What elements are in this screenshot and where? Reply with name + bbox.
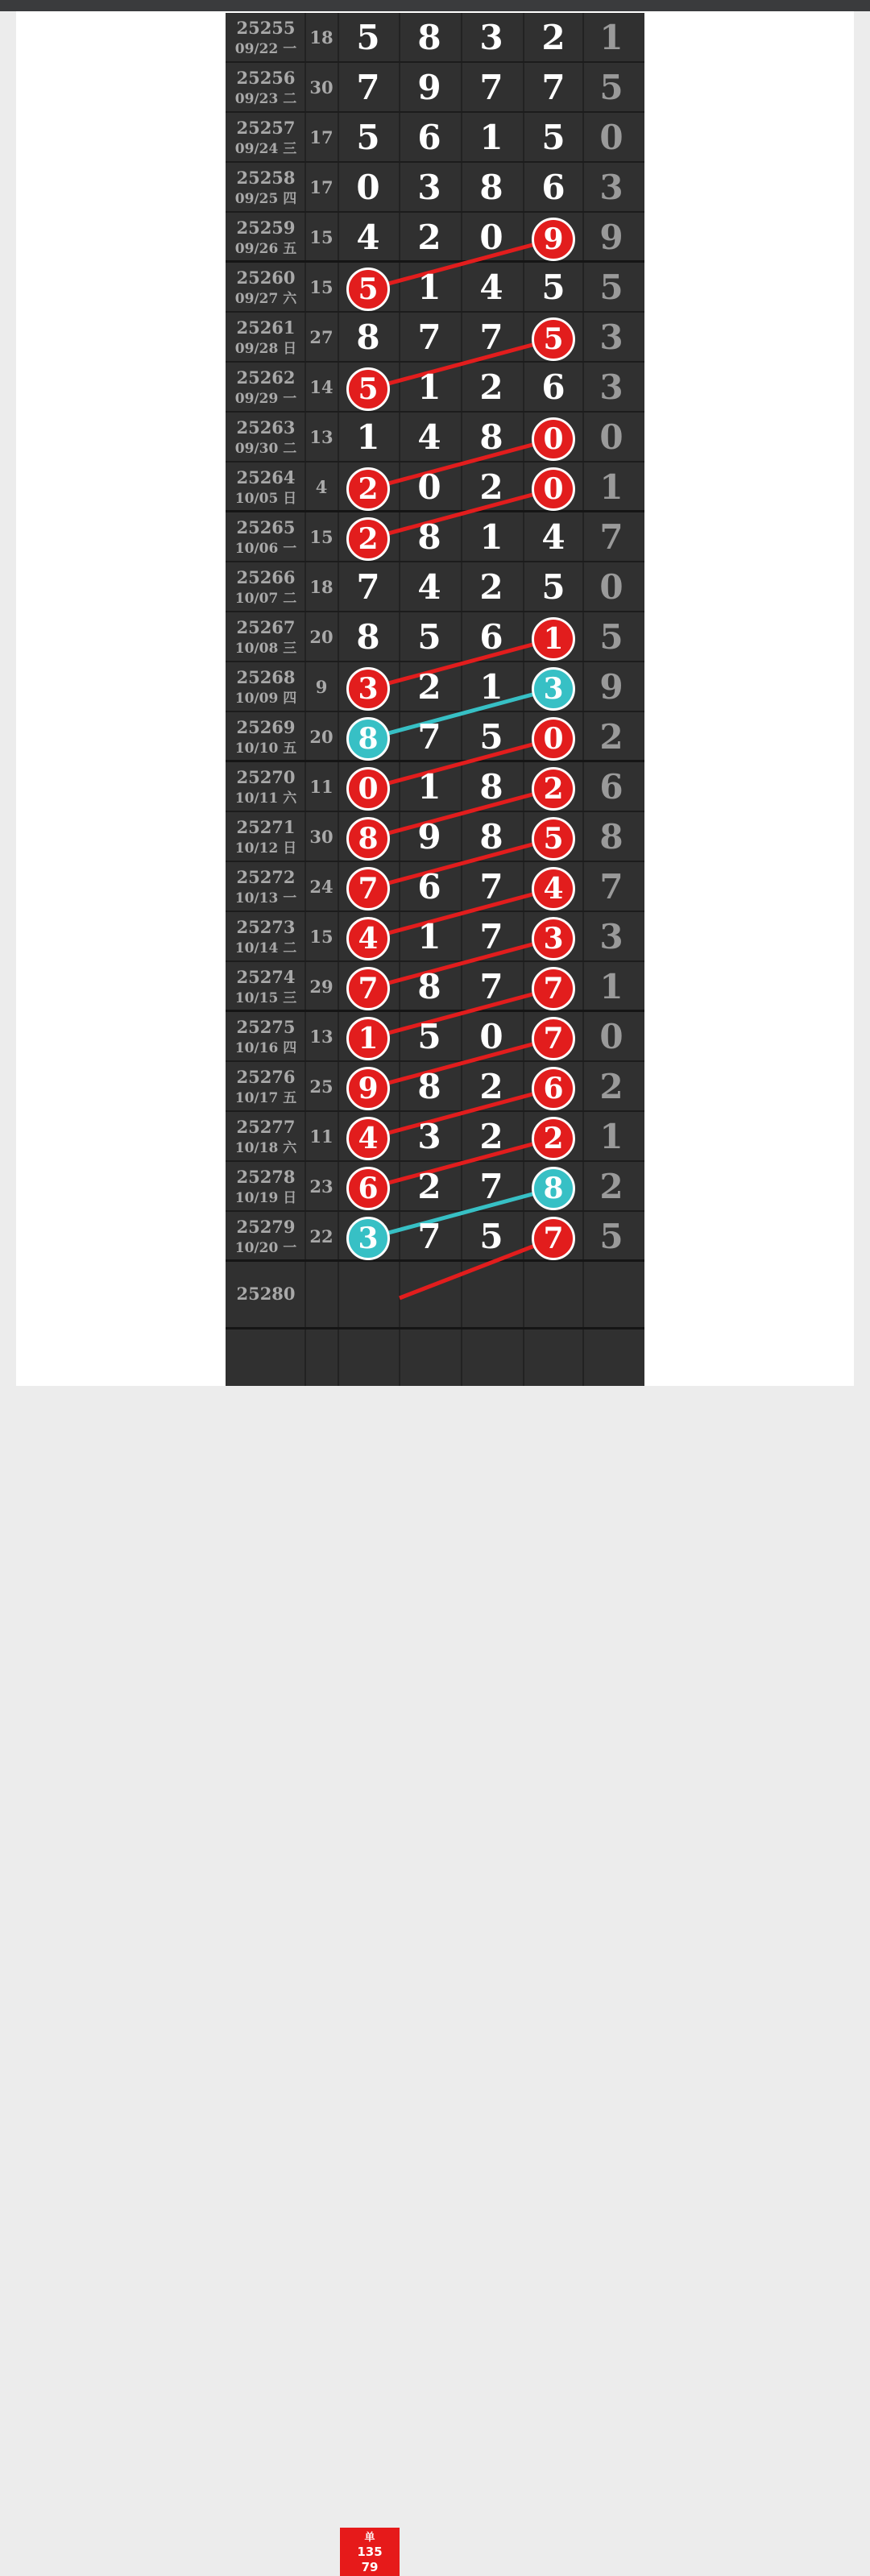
digit-sum: 11: [309, 777, 334, 797]
digit-position-4: 6: [541, 367, 566, 407]
highlighted-digit-red: 7: [532, 1217, 575, 1260]
digit-position-4: 2: [541, 18, 566, 57]
draw-date: 10/16 四: [234, 1040, 297, 1056]
prediction-parity: 单: [364, 2532, 375, 2544]
draw-date: 10/19 日: [234, 1190, 297, 1206]
highlighted-digit-red: 2: [532, 1117, 575, 1160]
digit-position-3: 6: [479, 617, 503, 657]
draw-date: 10/07 二: [234, 591, 297, 607]
digit-sum: 18: [309, 27, 334, 48]
digit-position-2: 1: [417, 268, 441, 307]
digit-position-5: 1: [599, 18, 624, 57]
highlighted-digit-cyan: 3: [346, 1217, 390, 1260]
digit-position-1: 5: [356, 18, 380, 57]
issue-number: 25278: [236, 1167, 296, 1187]
digit-position-3: 7: [479, 917, 503, 956]
digit-sum: 17: [309, 177, 334, 197]
digit-position-5: 0: [599, 1017, 624, 1056]
highlighted-digit-red: 7: [532, 1017, 575, 1060]
digit-position-5: 3: [599, 168, 624, 207]
highlighted-digit-cyan: 8: [346, 717, 390, 761]
digit-position-2: 2: [417, 218, 441, 257]
digit-position-1: 8: [356, 617, 380, 657]
digit-position-2: 6: [417, 118, 441, 157]
digit-sum: 17: [309, 127, 334, 147]
highlighted-digit-red: 9: [532, 218, 575, 261]
trend-link: [367, 989, 553, 1039]
trend-link: [367, 689, 553, 739]
digit-sum: 15: [309, 277, 334, 297]
trend-link: [367, 1039, 553, 1089]
issue-number: 25270: [236, 767, 296, 787]
digit-position-3: 7: [479, 68, 503, 107]
highlighted-digit-red: 1: [532, 617, 575, 661]
digit-sum: 30: [309, 77, 334, 97]
highlighted-digit-red: 2: [532, 767, 575, 811]
digit-position-2: 1: [417, 767, 441, 807]
digit-position-5: 3: [599, 317, 624, 357]
highlighted-digit-red: 4: [346, 917, 390, 960]
issue-number: 25269: [236, 717, 296, 737]
draw-date: 10/14 二: [234, 940, 297, 956]
digit-position-3: 2: [479, 467, 503, 507]
draw-date: 10/05 日: [234, 491, 297, 507]
digit-position-2: 0: [417, 467, 441, 507]
digit-sum: 18: [309, 577, 334, 597]
draw-date: 10/11 六: [234, 790, 297, 807]
digit-position-5: 2: [599, 1067, 624, 1106]
trend-link: [367, 1188, 553, 1238]
highlighted-digit-red: 7: [346, 967, 390, 1010]
highlighted-digit-red: 5: [346, 367, 390, 411]
digit-position-4: 5: [541, 118, 566, 157]
issue-number: 25266: [236, 567, 296, 587]
prediction-digits: 135: [357, 2545, 383, 2559]
trend-link: [367, 639, 553, 689]
issue-number: 25259: [236, 218, 296, 238]
issue-number: 25256: [236, 68, 296, 88]
digit-position-5: 1: [599, 967, 624, 1006]
highlighted-digit-red: 2: [346, 467, 390, 511]
trend-link: [367, 889, 553, 939]
digit-sum: 20: [309, 627, 334, 647]
issue-number: 25261: [236, 317, 296, 338]
trend-link: [367, 239, 553, 289]
digit-position-2: 6: [417, 867, 441, 906]
digit-position-4: 7: [541, 68, 566, 107]
highlighted-digit-red: 4: [346, 1117, 390, 1160]
prediction-badge: [340, 2528, 400, 2576]
digit-position-2: 8: [417, 967, 441, 1006]
digit-sum: 25: [309, 1076, 334, 1097]
issue-number: 25262: [236, 367, 296, 388]
digit-position-2: 4: [417, 417, 441, 457]
draw-date: 09/28 日: [234, 341, 297, 357]
issue-number: 25273: [236, 917, 296, 937]
digit-sum: 13: [309, 1027, 334, 1047]
trend-link: [367, 939, 553, 989]
digit-position-5: 0: [599, 417, 624, 457]
digit-position-3: 0: [479, 1017, 503, 1056]
digit-position-2: 5: [417, 617, 441, 657]
digit-sum: 20: [309, 727, 334, 747]
digit-position-5: 3: [599, 917, 624, 956]
digit-sum: 15: [309, 227, 334, 247]
digit-sum: 9: [315, 677, 328, 697]
trend-chart-board: [226, 13, 644, 2574]
digit-position-1: 7: [356, 68, 380, 107]
window-top-bar: [0, 0, 870, 11]
draw-date: 09/30 二: [234, 441, 297, 457]
issue-number: 25257: [236, 118, 296, 138]
digit-sum: 15: [309, 527, 334, 547]
digit-position-3: 0: [479, 218, 503, 257]
highlighted-digit-cyan: 8: [532, 1167, 575, 1210]
trend-link: [367, 339, 553, 389]
digit-position-3: 4: [479, 268, 503, 307]
issue-number: 25279: [236, 1217, 296, 1237]
digit-position-2: 5: [417, 1017, 441, 1056]
digit-position-2: 4: [417, 567, 441, 607]
issue-number: 25258: [236, 168, 296, 188]
draw-date: 10/09 四: [234, 691, 297, 707]
digit-position-4: 4: [541, 517, 566, 557]
digit-sum: 24: [309, 877, 334, 897]
digit-position-3: 7: [479, 1167, 503, 1206]
digit-position-5: 0: [599, 118, 624, 157]
digit-position-5: 0: [599, 567, 624, 607]
next-issue-number: 25280: [236, 1284, 296, 1304]
draw-date: 10/12 日: [234, 840, 297, 857]
trend-link: [367, 1089, 553, 1139]
draw-date: 10/13 一: [234, 890, 297, 906]
digit-position-2: 3: [417, 1117, 441, 1156]
digit-sum: 23: [309, 1176, 334, 1197]
digit-position-1: 0: [356, 168, 380, 207]
digit-position-2: 2: [417, 1167, 441, 1206]
digit-position-5: 1: [599, 467, 624, 507]
trend-link: [367, 739, 553, 789]
digit-position-1: 8: [356, 317, 380, 357]
digit-position-4: 6: [541, 168, 566, 207]
digit-position-5: 5: [599, 617, 624, 657]
digit-sum: 30: [309, 827, 334, 847]
digit-position-2: 9: [417, 817, 441, 857]
issue-number: 25268: [236, 667, 296, 687]
digit-position-5: 1: [599, 1117, 624, 1156]
digit-position-3: 7: [479, 967, 503, 1006]
draw-date: 10/15 三: [234, 990, 297, 1006]
highlighted-digit-red: 1: [346, 1017, 390, 1060]
highlighted-digit-red: 5: [346, 268, 390, 311]
digit-position-2: 7: [417, 1217, 441, 1256]
trend-link: [367, 1139, 553, 1188]
highlighted-digit-red: 5: [532, 317, 575, 361]
digit-position-2: 2: [417, 667, 441, 707]
digit-position-2: 3: [417, 168, 441, 207]
highlighted-digit-red: 7: [532, 967, 575, 1010]
digit-sum: 13: [309, 427, 334, 447]
digit-position-2: 1: [417, 367, 441, 407]
digit-position-3: 1: [479, 667, 503, 707]
highlighted-digit-red: 3: [346, 667, 390, 711]
draw-date: 09/26 五: [234, 241, 297, 257]
draw-date: 09/24 三: [234, 141, 297, 157]
digit-sum: 22: [309, 1226, 334, 1247]
digit-position-2: 7: [417, 317, 441, 357]
highlighted-digit-red: 8: [346, 817, 390, 861]
digit-sum: 29: [309, 977, 334, 997]
digit-sum: 11: [309, 1126, 334, 1147]
digit-position-5: 6: [599, 767, 624, 807]
prediction-digits-extra: 79: [361, 2560, 379, 2574]
highlighted-digit-red: 0: [532, 417, 575, 461]
highlighted-digit-red: 4: [532, 867, 575, 911]
highlighted-digit-red: 6: [346, 1167, 390, 1210]
draw-date: 09/25 四: [234, 191, 297, 207]
highlighted-digit-red: 5: [532, 817, 575, 861]
digit-position-3: 7: [479, 317, 503, 357]
digit-position-5: 7: [599, 867, 624, 906]
digit-position-5: 5: [599, 68, 624, 107]
trend-link: [367, 489, 553, 539]
digit-sum: 15: [309, 927, 334, 947]
highlighted-digit-cyan: 3: [532, 667, 575, 711]
issue-number: 25272: [236, 867, 296, 887]
highlighted-digit-red: 6: [532, 1067, 575, 1110]
draw-date: 10/17 五: [234, 1090, 297, 1106]
digit-position-1: 4: [356, 218, 380, 257]
highlighted-digit-red: 0: [532, 717, 575, 761]
issue-number: 25255: [236, 18, 296, 38]
digit-position-2: 1: [417, 917, 441, 956]
digit-position-3: 2: [479, 567, 503, 607]
draw-date: 10/10 五: [234, 740, 297, 757]
digit-position-5: 9: [599, 218, 624, 257]
highlighted-digit-red: 0: [532, 467, 575, 511]
digit-position-3: 8: [479, 817, 503, 857]
digit-position-5: 8: [599, 817, 624, 857]
draw-date: 09/29 一: [234, 391, 297, 407]
digit-position-5: 5: [599, 1217, 624, 1256]
digit-sum: 4: [315, 477, 328, 497]
digit-position-2: 8: [417, 517, 441, 557]
issue-number: 25271: [236, 817, 296, 837]
digit-position-3: 7: [479, 867, 503, 906]
digit-position-3: 1: [479, 118, 503, 157]
digit-position-4: 5: [541, 268, 566, 307]
issue-number: 25265: [236, 517, 296, 537]
draw-date: 10/20 一: [234, 1240, 297, 1256]
trend-link: [367, 839, 553, 889]
digit-position-2: 8: [417, 18, 441, 57]
issue-number: 25267: [236, 617, 296, 637]
draw-date: 10/18 六: [234, 1140, 297, 1156]
trend-link: [367, 439, 553, 489]
digit-position-5: 7: [599, 517, 624, 557]
highlighted-digit-red: 9: [346, 1067, 390, 1110]
digit-position-2: 9: [417, 68, 441, 107]
digit-position-2: 8: [417, 1067, 441, 1106]
digit-position-3: 8: [479, 767, 503, 807]
digit-position-5: 9: [599, 667, 624, 707]
digit-position-3: 8: [479, 417, 503, 457]
digit-position-3: 5: [479, 717, 503, 757]
digit-position-1: 5: [356, 118, 380, 157]
digit-position-3: 3: [479, 18, 503, 57]
highlighted-digit-red: 2: [346, 517, 390, 561]
draw-date: 09/23 二: [234, 91, 297, 107]
digit-position-3: 1: [479, 517, 503, 557]
digit-position-3: 2: [479, 1117, 503, 1156]
digit-position-2: 7: [417, 717, 441, 757]
highlighted-digit-red: 3: [532, 917, 575, 960]
digit-position-5: 3: [599, 367, 624, 407]
draw-date: 10/08 三: [234, 641, 297, 657]
issue-number: 25275: [236, 1017, 296, 1037]
digit-sum: 14: [309, 377, 334, 397]
digit-sum: 27: [309, 327, 334, 347]
digit-position-4: 5: [541, 567, 566, 607]
digit-position-1: 7: [356, 567, 380, 607]
highlighted-digit-red: 7: [346, 867, 390, 911]
digit-position-3: 8: [479, 168, 503, 207]
draw-date: 10/06 一: [234, 541, 297, 557]
issue-number: 25260: [236, 268, 296, 288]
draw-date: 09/27 六: [234, 291, 297, 307]
issue-number: 25277: [236, 1117, 296, 1137]
digit-position-3: 2: [479, 367, 503, 407]
digit-position-5: 2: [599, 717, 624, 757]
draw-date: 09/22 一: [234, 41, 297, 57]
digit-position-3: 2: [479, 1067, 503, 1106]
issue-number: 25274: [236, 967, 296, 987]
digit-position-5: 2: [599, 1167, 624, 1206]
digit-position-1: 1: [356, 417, 380, 457]
issue-number: 25263: [236, 417, 296, 438]
issue-number: 25264: [236, 467, 296, 487]
issue-number: 25276: [236, 1067, 296, 1087]
digit-position-3: 5: [479, 1217, 503, 1256]
digit-position-5: 5: [599, 268, 624, 307]
highlighted-digit-red: 0: [346, 767, 390, 811]
trend-link: [367, 789, 553, 839]
